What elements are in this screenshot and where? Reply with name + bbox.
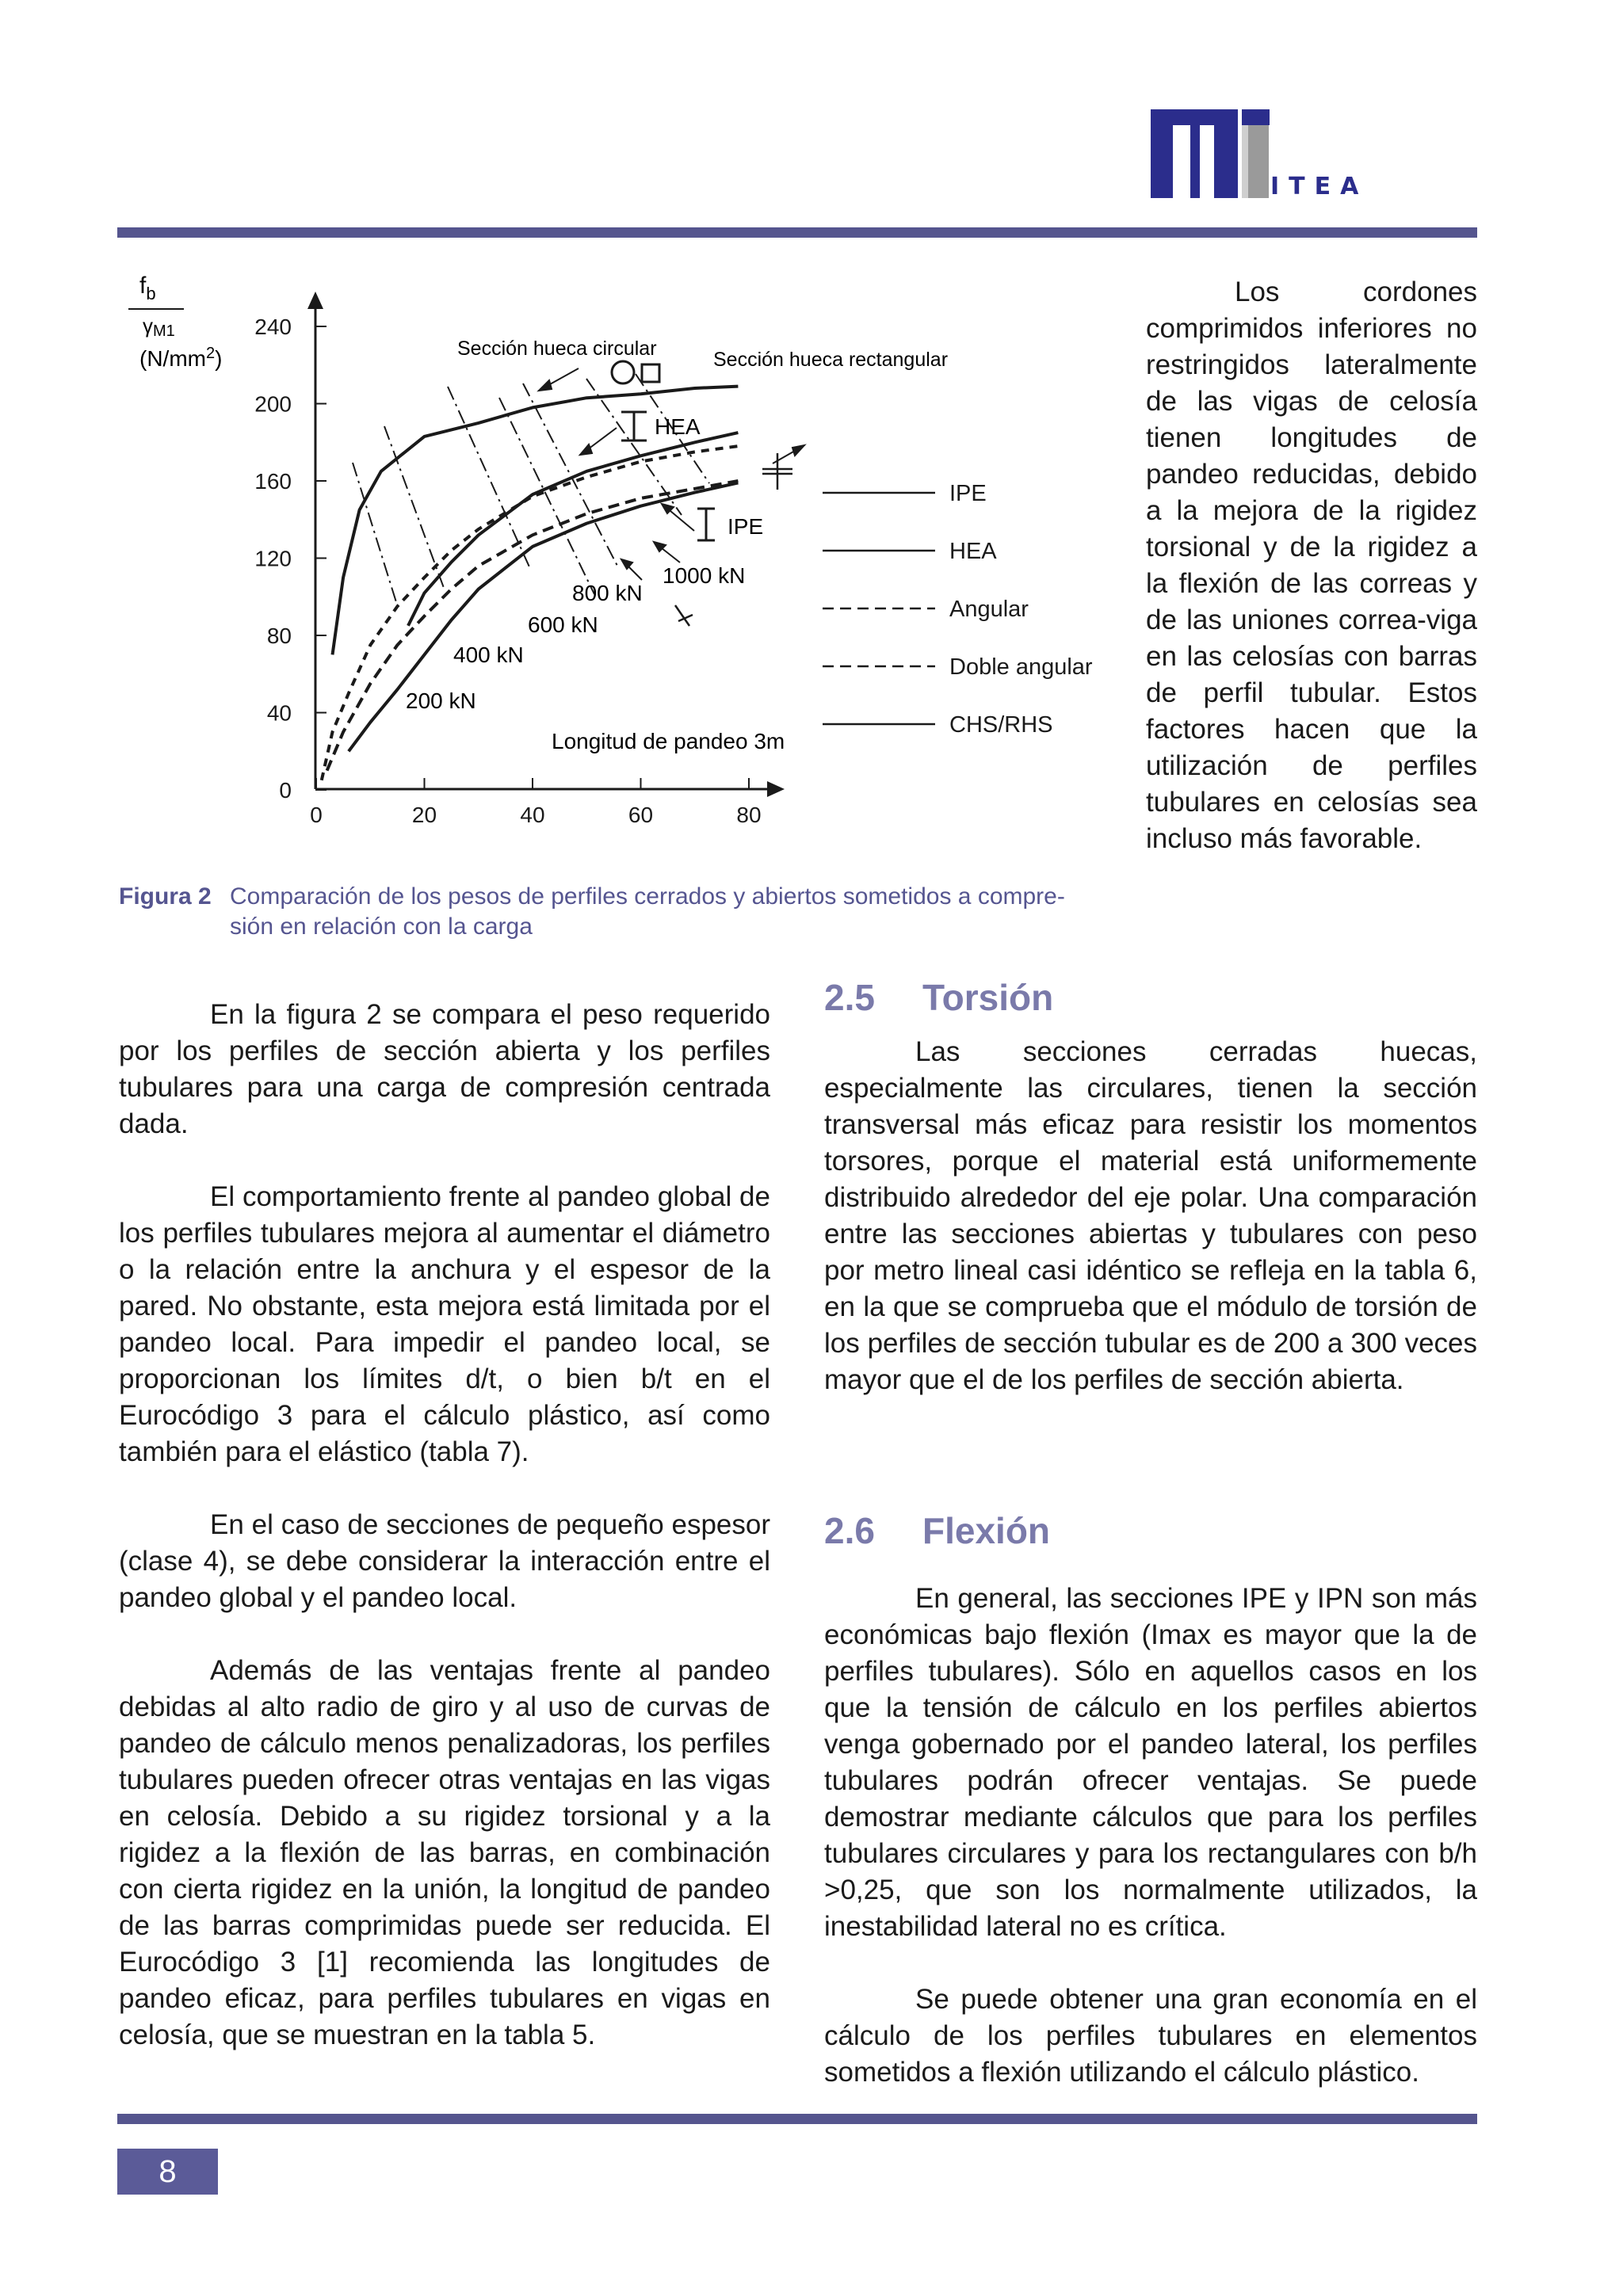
label-rectangular: Sección hueca rectangular — [713, 349, 949, 371]
torsion-body — [824, 1034, 1477, 1398]
paragraph: Se puede obtener una gran economía en el cálculo de los perfiles tubulares en elementos sometidos a flexión utilizando el cálculo plástico. — [824, 1984, 1477, 2088]
square-section-icon — [642, 364, 659, 382]
x-tick-label: 20 — [411, 803, 437, 827]
legend-label: Doble angular — [949, 654, 1093, 680]
label-400kn: 400 kN — [453, 643, 524, 667]
legend-label: Angular — [949, 597, 1029, 622]
y-tick-label: 0 — [279, 778, 292, 803]
paragraph: En el caso de secciones de pequeño espesor (clase 4), se debe considerar la interacción entre el pandeo global y el pandeo local. — [119, 1509, 770, 1613]
x-tick-label: 0 — [310, 803, 323, 827]
section-title: Flexión — [922, 1510, 1051, 1551]
y-axis-arrow — [307, 292, 323, 309]
left-column — [119, 997, 770, 2054]
y-tick-label: 80 — [266, 624, 292, 648]
bottom-rule — [117, 2114, 1477, 2124]
hea-section-icon — [621, 412, 647, 441]
y-tick-label: 240 — [254, 315, 292, 339]
y-tick-label: 200 — [254, 391, 292, 417]
top-rule — [117, 227, 1477, 238]
label-1000kn: 1000 kN — [663, 563, 746, 588]
ylabel-fb: $f_b$ — [139, 273, 156, 303]
legend-label: HEA — [949, 539, 997, 564]
figure-caption — [119, 882, 1106, 942]
section-number: 2.6 — [824, 1510, 875, 1551]
load-line — [384, 426, 444, 588]
label-length: Longitud de pandeo 3m — [552, 729, 785, 753]
legend-label: CHS/RHS — [949, 712, 1053, 738]
top-right-column — [1146, 274, 1477, 857]
x-tick-label: 60 — [628, 803, 654, 827]
paragraph: Los cordones comprimidos inferiores no restringidos lateralmente de las vigas de celosía tienen longitudes de pandeo reducidas, debido a la mejora de la rigidez torsional y de la rigidez a la flexión de las correas y de las uniones correa-viga en las celosías con barras de perfil tubular. Estos factores hacen que la utilización de perfiles tubulares en celosías sea incluso más favorable. — [1146, 277, 1477, 854]
double-angle-icon — [762, 453, 792, 490]
section-heading-torsion — [824, 976, 1053, 1019]
y-tick-label: 40 — [266, 700, 292, 726]
logo-text: ITEA — [1270, 173, 1369, 200]
load-line — [499, 398, 594, 594]
itea-logo — [1151, 109, 1270, 204]
paragraph: En la figura 2 se compara el peso requerido por los perfiles de sección abierta y los perfiles tubulares para una carga de compresión centrada dada. — [119, 999, 770, 1139]
label-ipe: IPE — [727, 514, 764, 539]
label-200kn: 200 kN — [406, 688, 476, 713]
angle-icon — [675, 605, 693, 626]
x-tick-label: 80 — [736, 803, 762, 827]
caption-label: Figura 2 — [119, 883, 212, 910]
section-number: 2.5 — [824, 977, 875, 1018]
chart-legend — [823, 481, 1093, 738]
ipe-section-icon — [697, 509, 715, 540]
section-title: Torsión — [922, 977, 1054, 1018]
ylabel-gamma: γM1 — [143, 314, 175, 340]
label-600kn: 600 kN — [528, 612, 598, 637]
figure-chart — [111, 269, 1133, 848]
y-tick-label: 120 — [254, 546, 292, 571]
page-number: 8 — [117, 2149, 218, 2195]
paragraph: En general, las secciones IPE y IPN son más económicas bajo flexión (Imax es mayor que la de perfiles tubulares). Sólo en aquellos casos en los que la tensión de cálculo en los perfiles abiertos venga gobernado por el pandeo lateral, los perfiles tubulares podrán ofrecer ventajas. Se puede demostrar mediante cálculos que para los perfiles tubulares circulares y para los rectangulares con b/h >0,25, que son los normalmente utilizados, la inestabilidad lateral no es crítica. — [824, 1583, 1477, 1942]
legend-label: IPE — [949, 481, 987, 506]
y-tick-label: 160 — [254, 469, 292, 494]
label-800kn: 800 kN — [572, 581, 643, 605]
ylabel-unit: $(N/mm^2)$ — [139, 345, 223, 371]
caption-line2: sión en relación con la carga — [230, 913, 533, 940]
paragraph: El comportamiento frente al pandeo global de los perfiles tubulares mejora al aumentar el diámetro o la relación entre la anchura y el espesor de la pared. No obstante, esta mejora está limitada por el pandeo local. Para impedir el pandeo local, se proporcionan los límites d/t, o bien b/t en el Eurocódigo 3 para el cálculo plástico, así como también para el elástico (tabla 7). — [119, 1181, 770, 1467]
paragraph: Además de las ventajas frente al pandeo debidas al alto radio de giro y al uso de curvas de pandeo de cálculo menos penalizadoras, los perfiles tubulares pueden ofrecer otras ventajas en las vigas en celosía. Debido a su rigidez torsional y a la rigidez a la flexión de las barras, en combinación con cierta rigidez en la unión, la longitud de pandeo de las barras comprimidas puede ser reducida. El Eurocódigo 3 [1] recomienda las longitudes de pandeo eficaz, para perfiles tubulares en vigas en celosía, que se muestran en la tabla 5. — [119, 1655, 770, 2050]
x-axis-arrow — [767, 781, 785, 797]
x-tick-label: 40 — [520, 803, 545, 827]
section-heading-flexion — [824, 1509, 1050, 1552]
label-hea: HEA — [655, 414, 701, 439]
circle-section-icon — [612, 361, 634, 383]
label-circular: Sección hueca circular — [457, 338, 657, 360]
flexion-body — [824, 1581, 1477, 2091]
caption-line1: Comparación de los pesos de perfiles cerrados y abiertos sometidos a compre- — [230, 883, 1065, 910]
paragraph: Las secciones cerradas huecas, especialmente las circulares, tienen la sección transversal más eficaz para resistir los momentos torsores, porque el material está uniformemente distribuido alrededor del eje polar. Una comparación entre las secciones abiertas y tubulares con peso por metro lineal casi idéntico se refleja en la tabla 6, en la que se comprueba que el módulo de torsión de los perfiles de sección tubular es de 200 a 300 veces mayor que el de los perfiles de sección abierta. — [824, 1036, 1477, 1395]
